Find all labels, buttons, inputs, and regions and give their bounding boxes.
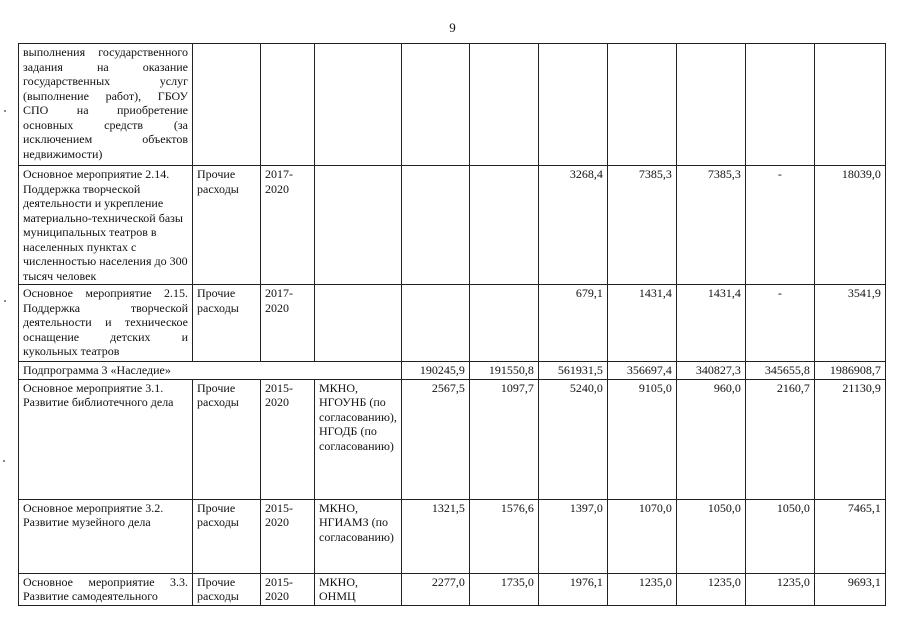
table-row [19,573,886,605]
table-row [19,166,886,285]
total-cell: 3541,9 [814,285,885,362]
expense-type: Прочие расходы [193,166,261,285]
expense-type [193,44,261,166]
total-cell: 18039,0 [814,166,885,285]
scan-artifact [4,300,6,302]
measure-description: Основное мероприятие 2.14. Поддержка творческой деятельности и укрепление материально-технической базы муниципальных театров в населенных пунктах с численностью населения до 300 тысяч человек [19,166,193,285]
value-cell: 1050,0 [676,499,745,573]
value-cell: 1321,5 [401,499,469,573]
subprogram-row [19,362,886,380]
value-cell: 9105,0 [607,379,676,499]
scan-artifact [4,110,6,112]
value-cell: 960,0 [676,379,745,499]
value-cell: 1735,0 [469,573,538,605]
total-cell: 7465,1 [814,499,885,573]
value-cell: 561931,5 [538,362,607,380]
value-cell: 190245,9 [401,362,469,380]
value-cell: 1431,4 [607,285,676,362]
value-cell: 1235,0 [676,573,745,605]
years: 2017-2020 [261,166,315,285]
years: 2015-2020 [261,379,315,499]
value-cell [401,166,469,285]
value-cell: 1235,0 [745,573,814,605]
value-cell: 1070,0 [607,499,676,573]
executor: МКНО, ОНМЦ [315,573,402,605]
value-cell: 679,1 [538,285,607,362]
value-cell [676,44,745,166]
total-cell: 21130,9 [814,379,885,499]
value-cell: 1431,4 [676,285,745,362]
total-cell: 9693,1 [814,573,885,605]
value-cell: - [745,285,814,362]
value-cell: 7385,3 [607,166,676,285]
value-cell [607,44,676,166]
measure-description: Основное мероприятие 3.3. Развитие самодеятельного [19,573,193,605]
value-cell: 1397,0 [538,499,607,573]
executor [315,285,402,362]
value-cell: 340827,3 [676,362,745,380]
table-row [19,44,886,166]
budget-table [18,43,886,606]
value-cell: 1576,6 [469,499,538,573]
value-cell: - [745,166,814,285]
value-cell: 2277,0 [401,573,469,605]
value-cell: 1235,0 [607,573,676,605]
value-cell: 1050,0 [745,499,814,573]
expense-type: Прочие расходы [193,573,261,605]
measure-description: Основное мероприятие 2.15. Поддержка творческой деятельности и техническое оснащение детских и кукольных театров [19,285,193,362]
executor: МКНО, НГОУНБ (по согласованию), НГОДБ (по согласованию) [315,379,402,499]
subprogram-title: Подпрограмма 3 «Наследие» [19,362,402,380]
measure-description: Основное мероприятие 3.1. Развитие библиотечного дела [19,379,193,499]
years: 2015-2020 [261,499,315,573]
value-cell: 2567,5 [401,379,469,499]
value-cell: 3268,4 [538,166,607,285]
scan-artifact [3,460,5,462]
expense-type: Прочие расходы [193,285,261,362]
value-cell: 2160,7 [745,379,814,499]
years: 2017-2020 [261,285,315,362]
value-cell: 1097,7 [469,379,538,499]
table-row [19,379,886,499]
value-cell: 356697,4 [607,362,676,380]
value-cell [401,285,469,362]
table-row [19,499,886,573]
years: 2015-2020 [261,573,315,605]
total-cell [814,44,885,166]
total-cell: 1986908,7 [814,362,885,380]
measure-description: Основное мероприятие 3.2. Развитие музейного дела [19,499,193,573]
executor [315,166,402,285]
value-cell [469,166,538,285]
executor: МКНО, НГИАМЗ (по согласованию) [315,499,402,573]
value-cell: 1976,1 [538,573,607,605]
value-cell [469,44,538,166]
value-cell: 191550,8 [469,362,538,380]
value-cell: 345655,8 [745,362,814,380]
years [261,44,315,166]
table-row [19,285,886,362]
value-cell [401,44,469,166]
value-cell [538,44,607,166]
value-cell [745,44,814,166]
value-cell: 7385,3 [676,166,745,285]
expense-type: Прочие расходы [193,499,261,573]
value-cell: 5240,0 [538,379,607,499]
measure-description: выполнения государственного задания на оказание государственных услуг (выполнение работ), ГБОУ СПО на приобретение основных средств (за исключением объектов недвижимости) [19,44,193,166]
executor [315,44,402,166]
expense-type: Прочие расходы [193,379,261,499]
page-number: 9 [449,20,456,35]
value-cell [469,285,538,362]
